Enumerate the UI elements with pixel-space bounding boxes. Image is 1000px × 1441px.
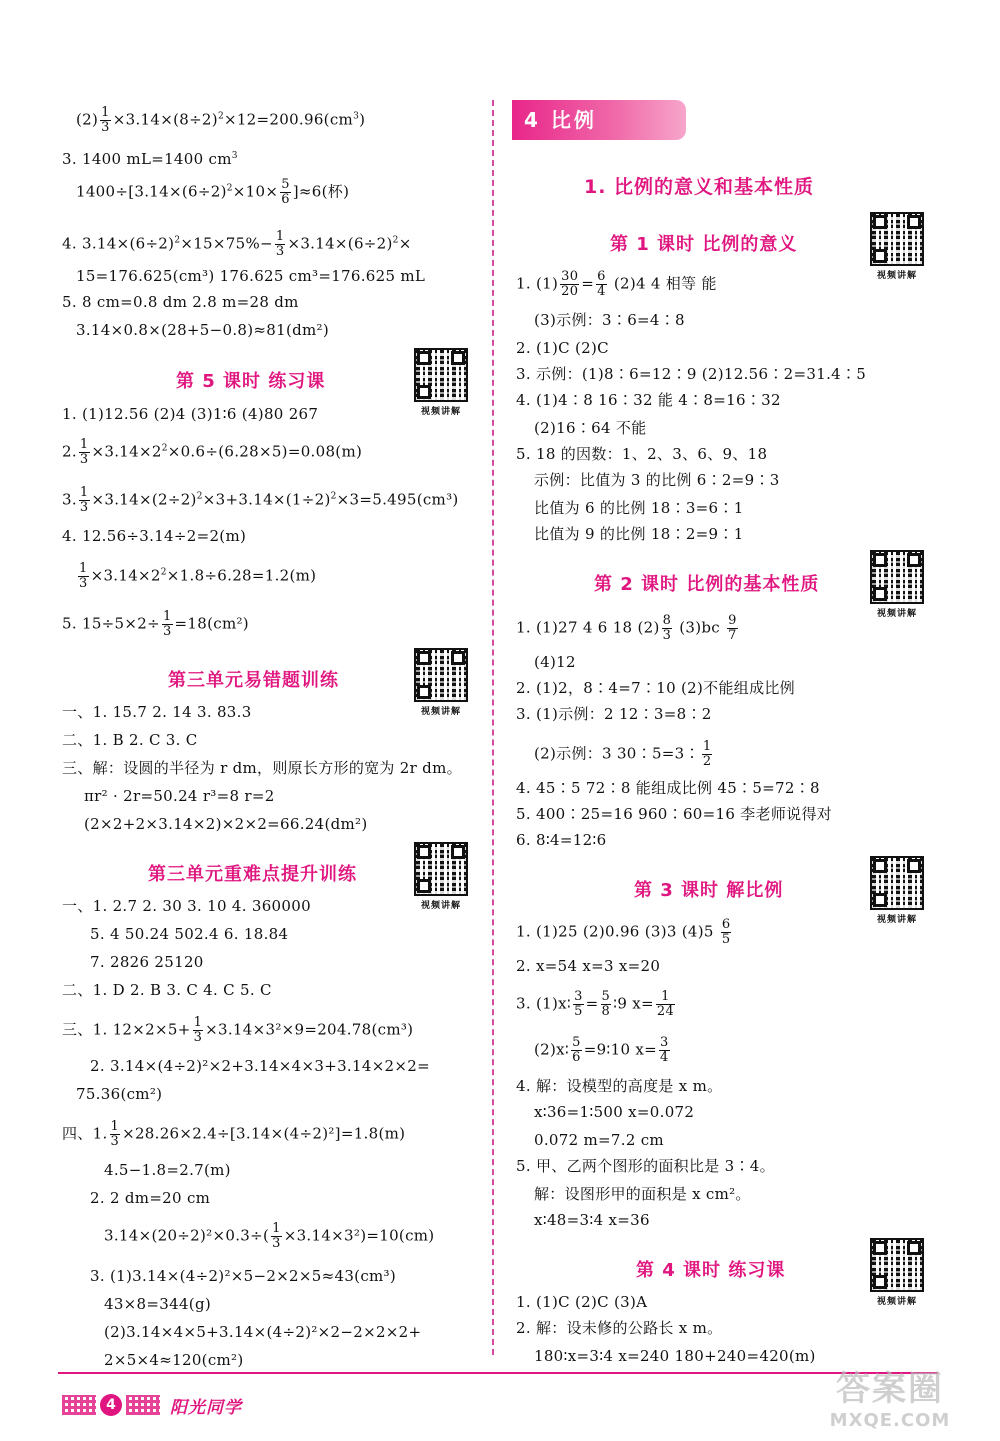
answer-line: (2)x∶ $\frac{5}{6}$ =9∶10 x= $\frac{3}{4}$ <box>534 1035 669 1065</box>
answer-line: 2. 3.14×(4÷2)²×2+3.14×4×3+3.14×2×2= <box>90 1057 430 1075</box>
qr-caption: 视频讲解 <box>420 407 461 417</box>
answer-line: 0.072 m=7.2 cm <box>534 1131 664 1149</box>
qr-code[interactable] <box>868 1238 926 1307</box>
answer-line: (2)16∶64 不能 <box>534 419 647 437</box>
answer-line: 二、1. B 2. C 3. C <box>62 731 198 749</box>
section-heading: 第 1 课时 比例的意义 <box>610 234 798 255</box>
qr-code[interactable] <box>412 648 470 717</box>
answer-line: (2×2+2×3.14×2)×2×2=66.24(dm²) <box>84 815 368 833</box>
answer-line: 2. $\frac{1}{3}$ $\times 3.14\times 2^2\times 0.6\div(6.28\times 5)=0.08(m)$ <box>62 437 363 467</box>
section-heading: 第三单元易错题训练 <box>168 670 339 691</box>
qr-code-icon <box>414 842 468 896</box>
column-divider <box>492 100 494 1355</box>
answer-line: 三、1. 12×2×5+ $\frac{1}{3}$ ×3.14×3²×9=204.78(cm³) <box>62 1015 414 1045</box>
answer-line: 6. 8∶4=12∶6 <box>516 831 607 849</box>
answer-line: 4. 解：设模型的高度是 x m。 <box>516 1077 723 1095</box>
watermark <box>800 1361 980 1431</box>
answer-line: (2) $\frac{1}{3}$ $\times 3.14\times(8\div 2)^2\times 12=200.96(cm^3)$ <box>76 105 366 135</box>
answer-line: 1. (1) $\frac{30}{20}$ = $\frac{6}{4}$ (2)4 4 相等 能 <box>516 269 717 299</box>
qr-code[interactable] <box>412 842 470 911</box>
answer-line: 15=176.625(cm³) 176.625 cm³=176.625 mL <box>76 267 426 285</box>
watermark-title: 答案圈 <box>836 1369 944 1409</box>
page-number: 4 <box>100 1394 122 1416</box>
chapter-heading: 1. 比例的意义和基本性质 <box>584 176 815 198</box>
qr-code-icon <box>870 212 924 266</box>
answer-line: 3. 1400 mL=1400 $cm^3$ <box>62 150 238 168</box>
section-heading: 第 3 课时 解比例 <box>634 880 784 901</box>
qr-caption: 视频讲解 <box>876 609 917 619</box>
answer-line: 3.14×0.8×(28+5−0.8)≈81(dm²) <box>76 321 330 339</box>
unit-title: 4 比例 <box>512 100 686 140</box>
answer-line: 3. (1)示例：2 12∶3=8∶2 <box>516 705 712 723</box>
qr-code-icon <box>870 856 924 910</box>
watermark-url: MXQE.COM <box>829 1410 951 1431</box>
qr-code[interactable] <box>412 348 470 417</box>
grid-decoration-icon <box>62 1395 96 1415</box>
section-heading: 第 5 课时 练习课 <box>176 371 326 392</box>
qr-code-icon <box>870 1238 924 1292</box>
section-heading: 第 2 课时 比例的基本性质 <box>594 574 820 595</box>
answer-line: (2)3.14×4×5+3.14×(4÷2)²×2−2×2×2+ <box>104 1323 422 1341</box>
answer-line: (3)示例：3∶6=4∶8 <box>534 311 685 329</box>
qr-code-icon <box>870 550 924 604</box>
answer-line: 4. 12.56÷3.14÷2=2(m) <box>62 527 247 545</box>
answer-line: 3. (1)3.14×(4÷2)²×5−2×2×5≈43(cm³) <box>90 1267 397 1285</box>
answer-line: (2)示例：3 30∶5=3∶ $\frac{1}{2}$ <box>534 739 712 769</box>
answer-line: 5. 甲、乙两个图形的面积比是 3∶4。 <box>516 1157 775 1175</box>
answer-line: 180∶x=3∶4 x=240 180+240=420(m) <box>534 1347 816 1365</box>
answer-line: 1. (1)27 4 6 18 (2) $\frac{8}{3}$ (3)bc $\frac{9}{7}$ <box>516 613 737 643</box>
answer-line: 4.5−1.8=2.7(m) <box>104 1161 231 1179</box>
qr-caption: 视频讲解 <box>876 271 917 281</box>
answer-line: (4)12 <box>534 653 576 671</box>
section-heading: 第 4 课时 练习课 <box>636 1260 786 1281</box>
answer-line: 四、1. $\frac{1}{3}$ ×28.26×2.4÷[3.14×(4÷2)²]=1.8(m) <box>62 1119 406 1149</box>
answer-line: 2. x=54 x=3 x=20 <box>516 957 661 975</box>
answer-line: 二、1. D 2. B 3. C 4. C 5. C <box>62 981 272 999</box>
answer-line: 4. 45∶5 72∶8 能组成比例 45∶5=72∶8 <box>516 779 820 797</box>
answer-line: 75.36(cm²) <box>76 1085 163 1103</box>
answer-line: πr² · 2r=50.24 r³=8 r=2 <box>84 787 275 805</box>
footer <box>62 1392 242 1418</box>
qr-code-icon <box>414 648 468 702</box>
answer-line: 7. 2826 25120 <box>90 953 204 971</box>
qr-code[interactable] <box>868 550 926 619</box>
answer-line: 5. 15÷5×2÷ $\frac{1}{3}$ =18(cm²) <box>62 609 249 639</box>
brand-logo: 阳光同学 <box>170 1397 242 1418</box>
answer-line: 5. 4 50.24 502.4 6. 18.84 <box>90 925 289 943</box>
answer-line: 2. (1)C (2)C <box>516 339 609 357</box>
answer-line: 4. (1)4∶8 16∶32 能 4∶8=16∶32 <box>516 391 781 409</box>
qr-caption: 视频讲解 <box>420 901 461 911</box>
qr-caption: 视频讲解 <box>420 707 461 717</box>
answer-line: 2. 2 dm=20 cm <box>90 1189 211 1207</box>
answer-line: 比值为 9 的比例 18∶2=9∶1 <box>534 525 744 543</box>
answer-line: 2×5×4≈120(cm²) <box>104 1351 244 1369</box>
qr-caption: 视频讲解 <box>876 915 917 925</box>
qr-code[interactable] <box>868 212 926 281</box>
answer-line: 比值为 6 的比例 18∶3=6∶1 <box>534 499 744 517</box>
answer-line: 4. $3.14\times(6\div 2)^2\times 15\times 75\%-$ $\frac{1}{3}$ $\times 3.14\times(6\div 2)^2\times$ <box>62 229 412 259</box>
answer-line: 3. $\frac{1}{3}$ $\times 3.14\times(2\div 2)^2\times 3+3.14\times(1\div 2)^2\times 3=5.495(cm^3)$ <box>62 485 459 515</box>
answer-line: 2. 解：设未修的公路长 x m。 <box>516 1319 723 1337</box>
answer-line: 5. 400∶25=16 960∶60=16 李老师说得对 <box>516 805 833 823</box>
answer-line: 1. (1)25 (2)0.96 (3)3 (4)5 $\frac{6}{5}$ <box>516 917 731 947</box>
answer-line: 3. 示例：(1)8∶6=12∶9 (2)12.56∶2=31.4∶5 <box>516 365 867 383</box>
answer-line: x∶48=3∶4 x=36 <box>534 1211 650 1229</box>
answer-line: 3. (1)x∶ $\frac{3}{5}$ = $\frac{5}{8}$ ∶9 x= $\frac{1}{24}$ <box>516 989 675 1019</box>
answer-line: x∶36=1∶500 x=0.072 <box>534 1103 695 1121</box>
qr-code-icon <box>414 348 468 402</box>
answer-line: 示例：比值为 3 的比例 6∶2=9∶3 <box>534 471 780 489</box>
answer-line: 1. (1)C (2)C (3)A <box>516 1293 648 1311</box>
answer-line: 3.14×(20÷2)²×0.3÷( $\frac{1}{3}$ ×3.14×3²)=10(cm) <box>104 1221 435 1251</box>
answer-line: 5. 18 的因数：1、2、3、6、9、18 <box>516 445 768 463</box>
qr-code[interactable] <box>868 856 926 925</box>
answer-line: 解：设图形甲的面积是 x cm²。 <box>534 1185 751 1203</box>
answer-line: 三、解：设圆的半径为 r dm，则原长方形的宽为 2r dm。 <box>62 759 462 777</box>
answer-line: 43×8=344(g) <box>104 1295 212 1313</box>
section-heading: 第三单元重难点提升训练 <box>148 864 357 885</box>
answer-line: 一、1. 15.7 2. 14 3. 83.3 <box>62 703 252 721</box>
answer-line: $\frac{1}{3}$ $\times 3.14\times 2^2\times 1.8\div 6.28=1.2(m)$ <box>79 561 317 591</box>
grid-decoration-icon <box>126 1395 160 1415</box>
answer-line: 5. 8 cm=0.8 dm 2.8 m=28 dm <box>62 293 299 311</box>
answer-line: 1. (1)12.56 (2)4 (3)1∶6 (4)80 267 <box>62 405 319 423</box>
answer-line: 一、1. 2.7 2. 30 3. 10 4. 360000 <box>62 897 311 915</box>
answer-line: $1400\div[3.14\times(6\div 2)^2\times 10\times$ $\frac{5}{6}$ ]≈6(杯) <box>76 177 350 207</box>
qr-caption: 视频讲解 <box>876 1297 917 1307</box>
answer-line: 2. (1)2，8∶4=7∶10 (2)不能组成比例 <box>516 679 795 697</box>
